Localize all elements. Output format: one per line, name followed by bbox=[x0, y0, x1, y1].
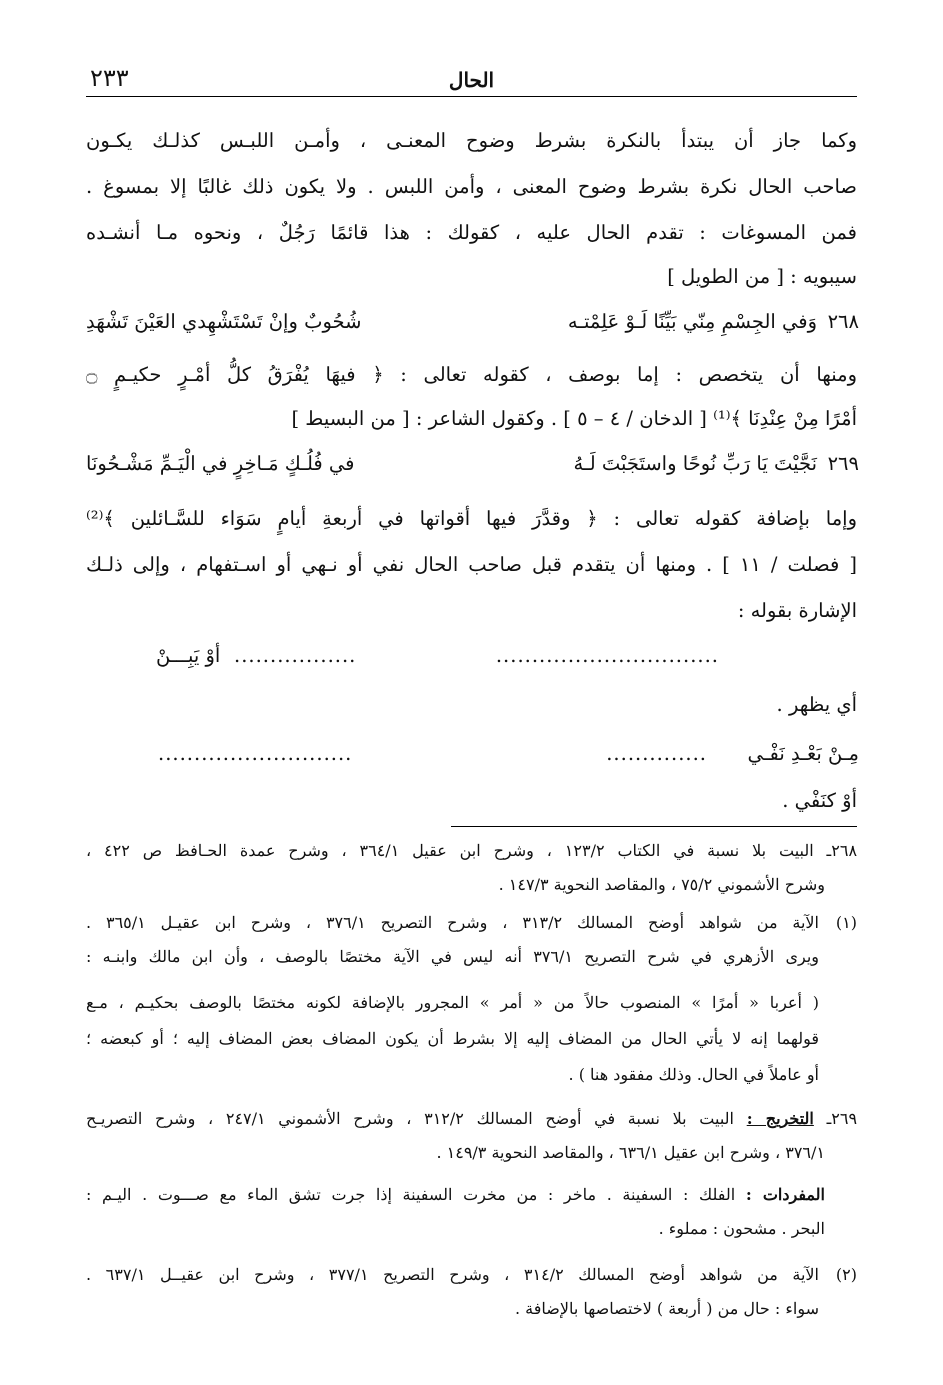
paragraph-line: الإشارة بقوله : bbox=[737, 599, 857, 622]
verse-fragment: مِـنْ بَعْـدِ نَفْـي bbox=[747, 742, 859, 765]
footnote-text: البيت بلا نسبة في أوضح المسالك ٣١٢/٢ ، وشرح الأشموني ٢٤٧/١ ، وشرح التصريـح bbox=[86, 1109, 734, 1128]
vocabulary-label: المفردات : bbox=[745, 1185, 825, 1204]
ellipsis-dots: ................. bbox=[234, 644, 357, 667]
vocabulary-note bbox=[86, 1182, 825, 1208]
footnote-line: ٣٧٦/١ ، وشرح ابن عقيل ٦٣٦/١ ، والمقاصد النحوية ١٤٩/٣ . bbox=[436, 1143, 825, 1162]
paragraph-line: وكما جاز أن يبتدأ بالنكرة بشرط وضوح المعنـى ، وأمـن اللبـس كذلـك يكـون bbox=[86, 129, 857, 152]
footnote-line: وشرح الأشموني ٧٥/٢ ، والمقاصد النحوية ١٤٧/٣ . bbox=[498, 875, 825, 894]
paragraph-line: فمن المسوغات : تقدم الحال عليه ، كقولك : هذا قائمًا رَجُلٌ ، ونحوه مـا أنشـده bbox=[86, 221, 857, 244]
paragraph-line: [ فصلت / ١١ ] . ومنها أن يتقدم قبل صاحب الحال نفي أو نـهي أو اسـتفهام ، وإلى ذلـك bbox=[86, 553, 857, 576]
verse-second-hemistich: في فُلُـكٍ مَـاخِرٍ في الْيَـمِّ مَشْـحُونَا bbox=[86, 452, 355, 475]
chapter-title: الحال bbox=[448, 68, 495, 92]
footnote-text: الآية من شواهد أوضح المسالك ٣١٣/٢ ، وشرح التصريح ٣٧٦/١ ، وشرح ابن عقيـل ٣٦٥/١ . bbox=[86, 913, 819, 932]
paragraph-line: أوْ كنَفْي . bbox=[782, 789, 857, 812]
paragraph-line: أمْرًا مِنْ عِنْدِنَا ﴾⁽¹⁾ [ الدخان / ٤ – ٥ ] . وكقول الشاعر : [ من البسيط ] bbox=[291, 407, 857, 430]
verse-number: ٢٦٩ bbox=[827, 452, 859, 475]
verse-number: ٢٦٨ bbox=[827, 310, 859, 333]
paragraph-line: ومنها أن يتخصص : إما بوصف ، كقوله تعالى : ﴿ فيهَا يُفْرَقُ كلُّ أمْـرٍ حكيـمٍ ۝ bbox=[86, 363, 857, 386]
footnote-268: ٢٦٨ـ البيت بلا نسبة في الكتاب ١٢٣/٢ ، وشرح ابن عقيل ٣٦٤/١ ، وشرح عمدة الحـافظ ص ٤٢٢ ، bbox=[86, 841, 858, 860]
footnote-269 bbox=[86, 1106, 857, 1132]
footnote-marker: (١) bbox=[835, 913, 857, 932]
ellipsis-dots: ............................... bbox=[495, 644, 719, 667]
footnote-marker: (٢) bbox=[835, 1265, 857, 1284]
takhrij-label: التخريج : bbox=[746, 1109, 814, 1128]
footnote-number: ٢٦٩ـ bbox=[826, 1109, 858, 1128]
verse-first-hemistich: وَفي الجِسْمِ مِنّي بَيِّنًا لَـوْ عَلِمْتـه bbox=[567, 310, 817, 333]
header-rule bbox=[86, 96, 857, 97]
page-header bbox=[86, 62, 857, 98]
footnote-text: الفلك : السفينة . ماخر : من مخرت السفينة إذا جرت تشق الماء مع صـــوت . اليـم : bbox=[86, 1185, 736, 1204]
ellipsis-dots: ........................... bbox=[158, 742, 353, 765]
paragraph-line: وإما بإضافة كقوله تعالى : ﴿ وقدَّرَ فيها أقواتها في أربعةِ أيامٍ سَوَاء للسَّـائلين ﴾⁽²⁾ bbox=[86, 507, 857, 530]
footnote-line: ( أعربا « أمرًا » المنصوب حالاً من « أمر » المجرور بالإضافة لكونه مختصًا بالوصف بحكيـم ، مـع bbox=[86, 993, 819, 1012]
verse-fragment: أوْ يَبِـــنْ bbox=[156, 644, 221, 667]
paragraph-line: صاحب الحال نكرة بشرط وضوح المعنى ، وأمن اللبس . ولا يكون ذلك غالبًا إلا بمسوغ . bbox=[86, 175, 857, 198]
page-number: ٢٣٣ bbox=[90, 64, 129, 92]
verse-first-hemistich: نَجَّيْتَ يَا رَبِّ نُوحًا واستَجَبْتَ لَـهُ bbox=[573, 452, 817, 475]
footnote-line: سواء : حال من ( أربعة ) لاختصاصها بالإضافة . bbox=[514, 1299, 819, 1318]
footnote-line: ويرى الأزهري في شرح التصريح ٣٧٦/١ أنه ليس في الآية مختصًا بالوصف ، وأن ابن مالك وابنـه : bbox=[86, 947, 819, 966]
footnote-text: الآية من شواهد أوضح المسالك ٣١٤/٢ ، وشرح التصريح ٣٧٧/١ ، وشرح ابن عقيــل ٦٣٧/١ . bbox=[86, 1265, 819, 1284]
ellipsis-dots: .............. bbox=[606, 742, 707, 765]
verse-second-hemistich: شُحُوبٌ وإنْ تَسْتَشْهِدي العَيْنَ تَشْهَدِ bbox=[86, 310, 362, 333]
footnote-line: قولهما إنه لا يأتي الحال من المضاف إليه إلا بشرط أن يكون المضاف بعض المضاف إليه ؛ أو كبعضه ؛ bbox=[86, 1029, 819, 1048]
footnote-line: البحر . مشحون : مملوء . bbox=[658, 1219, 825, 1238]
footnote-line: أو عاملاً في الحال. وذلك مفقود هنا ) . bbox=[568, 1065, 819, 1084]
footnote-separator bbox=[451, 826, 857, 827]
paragraph-line: أي يظهر . bbox=[776, 693, 857, 716]
paragraph-line: سيبويه : [ من الطويل ] bbox=[667, 265, 857, 288]
